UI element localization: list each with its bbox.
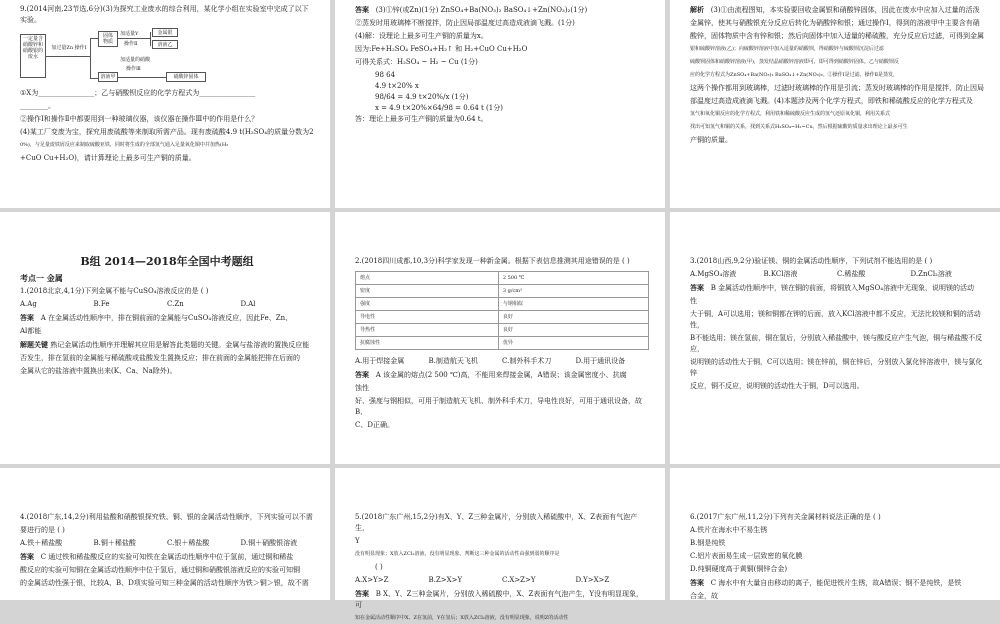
question-text: 6.(2017广东广州,11,2分)下列有关金属材料说法正确的是 ( ) xyxy=(690,513,881,521)
diagram-zinc-box: 硝酸锌固体 xyxy=(166,72,206,82)
question-text-d: ( ) xyxy=(375,563,383,571)
answer-line-4: B不能选用；镁在氢前，铜在氢后，分别放入稀盐酸中，镁与酸反应产生气泡，铜与稀盐酸不反应， xyxy=(690,334,983,353)
analysis-line-6: 应的化学方程式为ZnSO₄+Ba(NO₃)₂ BaSO₄↓+Zn(NO₃)₂。②操作Ⅰ是过滤，操作Ⅱ是蒸发， xyxy=(690,72,899,78)
option-b: B.KCl溶液 xyxy=(763,270,798,278)
diagram-cryst: 操作Ⅲ xyxy=(126,66,141,72)
answer-line-2: 性 xyxy=(690,297,697,305)
option-d: D.用于通讯设备 xyxy=(575,357,626,365)
option-a: A.MgSO₄溶液 xyxy=(690,270,737,278)
answer-line-3: (4)解：设理论上最多可生产铜的质量为x。 xyxy=(355,32,488,40)
diagram-solid-box: 固体 物质 xyxy=(98,31,118,47)
options xyxy=(20,538,314,549)
sub-question-4b: 0%)，与足量废铁屑反应来制取硫酸亚铁，同时将生成的全部氢气通入足量氧化铜中并加热(H₂ xyxy=(20,142,229,148)
options xyxy=(690,269,984,280)
question-text: 1.(2018北京,4,1分)下列金属不能与CuSO₄溶液反应的是 ( ) xyxy=(20,287,209,295)
group-heading: B组 2014—2018年全国中考题组 xyxy=(80,255,254,268)
diagram-op1: 加过量Zn 操作Ⅰ xyxy=(51,45,87,51)
analysis-line-7: 这两个操作都用到玻璃棒，过滤时玻璃棒的作用是引流；蒸发时玻璃棒的作用是搅拌，防止因局 xyxy=(690,84,984,92)
analysis-line-5: 硫酸钡固体和硝酸锌溶液(甲)，蒸发结晶硝酸锌溶液即可，即可得到硝酸锌固体。乙与硝酸钡反 xyxy=(690,59,899,65)
question-text: 4.(2018广东,14,2分)利用盐酸和硝酸银探究铁、铜、银的金属活动性顺序，下列实验可以不需 xyxy=(20,513,313,521)
option-d: D.纯铜硬度高于黄铜(铜锌合金) xyxy=(690,565,788,573)
answer-label: 答案 xyxy=(20,313,34,322)
kp-heading: 考点一 金属 xyxy=(20,273,63,283)
pane-q4 xyxy=(0,468,330,600)
answer-line-2: 蚀性 xyxy=(355,384,369,392)
diagram-liquid-box: 溶液甲 xyxy=(98,72,118,82)
diagram-solB-box: 溶液乙 xyxy=(152,40,178,49)
table-row: 强度 与钢相似 xyxy=(356,298,649,311)
option-a: A.Ag xyxy=(20,300,37,308)
answer-line-2: 酸反应的实验可知铜在金属活动性顺序中位于氢后，通过铜和硝酸银溶液反应的实验可知铜 xyxy=(20,566,300,574)
question-text: 3.(2018山西,9,2分)验证镁、铜的金属活动性顺序，下列试剂不能选用的是 ( ) xyxy=(690,257,933,265)
answer-line-5: 说明镁的活动性大于铜，C可以选用；镁在锌前，铜在锌后，分别放入氯化锌溶液中，镁与氯化锌 xyxy=(690,358,983,377)
key-label: 解题关键 xyxy=(20,340,48,349)
answer-line-1: 答案 (3)①锌(或Zn)(1分) ZnSO₄+Ba(NO₃)₂ BaSO₄↓+Zn(NO₃)₂(1分) xyxy=(355,5,588,14)
option-a: A.X>Y>Z xyxy=(355,576,389,584)
flow-diagram xyxy=(20,28,210,84)
answer-line-2: 合金，故 xyxy=(690,592,718,600)
question-text: 9.(2014河南,23节选,6分)(3)为探究工业废水的综合利用，某化学小组在实验室中完成了以下实验。 xyxy=(20,5,309,24)
sub-question-1b: ________。 xyxy=(20,102,55,110)
answer-label: 答案 xyxy=(355,589,369,598)
table-row: 密度 3 g/cm³ xyxy=(356,285,649,298)
answer-label: 答案 xyxy=(690,578,704,587)
key-line-1: 解题关键 熟记金属活动性顺序并理解其应用是解答此类题的关键。金属与盐溶液的置换反应能 xyxy=(20,340,310,349)
option-b: B.Z>X>Y xyxy=(428,576,463,584)
option-a: A.用于焊接金属 xyxy=(355,357,405,365)
option-d: D.ZnCl₂溶液 xyxy=(910,270,952,278)
option-d: D.铜＋硝酸银溶液 xyxy=(240,539,298,547)
calc-line-2: 4.9 t×20% x xyxy=(375,82,419,90)
answer-line-1: 答案 B X、Y、Z三种金属片，分别放入稀硫酸中，X、Z表面有气泡产生，Y没有明显现象，可 xyxy=(355,589,643,609)
answer-label: 答案 xyxy=(355,370,369,379)
answer-line-2: ②蒸发时用玻璃棒不断搅拌，防止因局部温度过高造成液滴飞溅。(1分) xyxy=(355,19,575,27)
analysis-line-4: 银和硫酸锌溶液(乙)；向硫酸锌溶液中加入适量的硝酸钡，得硝酸锌与硫酸钡沉淀后过滤 xyxy=(690,46,884,52)
option-c: C.稀盐酸 xyxy=(837,270,866,278)
table-row: 熔点 2 500 ℃ xyxy=(356,272,649,285)
diagram-op2: 操作Ⅱ xyxy=(124,41,138,47)
pane-q9-analysis xyxy=(670,0,1000,208)
question-text-b: 要进行的是 ( ) xyxy=(20,526,65,534)
sub-question-2: ②操作Ⅰ和操作Ⅱ中都要用到一种玻璃仪器，该仪器在操作Ⅲ中的作用是什么？ xyxy=(20,115,259,123)
calculation xyxy=(375,70,649,114)
answer-line-3: 的金属活动性强于银，比较A、B、D项实验可知三种金属的活动性顺序为铁＞铜＞银，故不需 xyxy=(20,579,309,587)
pane-q5 xyxy=(335,468,665,621)
sub-question-4c: +CuO Cu+H₂O)，请计算理论上最多可生产铜的质量。 xyxy=(20,154,196,162)
answer-label: 答案 xyxy=(690,283,704,292)
diagram-addY: 加适量Y xyxy=(120,31,139,37)
diagram-waste-box: 一定量含硝酸锌和硝酸银的废水 xyxy=(20,34,46,78)
answer-line-1: 答案 A 该金属的熔点(2 500 ℃)高，不能用来焊接金属，A错误；该金属密度小、抗腐 xyxy=(355,370,627,379)
option-b: B.制造航天飞机 xyxy=(428,357,478,365)
question-text-c: 没有明显现象；X放入ZCl₂溶液，没有明显现象。判断这三种金属的活动性由强到弱的顺序是 xyxy=(355,551,560,557)
key-line-2: 否发生，排在氢前的金属能与稀硫酸或盐酸发生置换反应；排在前面的金属能把排在后面的 xyxy=(20,354,300,362)
sub-question-4: (4)某工厂变废为宝，探究用废硫酸等来制取所需产品。现有废硫酸4.9 t(H₂SO₄的质量分数为2 xyxy=(20,128,314,136)
question-text-b: Y xyxy=(355,537,360,545)
analysis-label: 解析 xyxy=(690,5,704,14)
options xyxy=(355,575,649,586)
answer-label: 答案 xyxy=(355,5,369,14)
options xyxy=(20,299,314,310)
table-row: 导电性 良好 xyxy=(356,311,649,324)
analysis-line-1: 解析 (3)①由流程图知，本实验要回收金属银和硝酸锌固体，因此在废水中应加入过量的活泼 xyxy=(690,5,980,14)
question-text: 2.(2018四川成都,10,3分)科学家发现一种新金属。根据下表信息推测其用途错误的是 ( ) xyxy=(355,257,630,265)
pane-q3 xyxy=(670,212,1000,464)
answer-line: 答案 A 在金属活动性顺序中，排在铜前面的金属能与CuSO₄溶液反应，因此Fe、Zn、 xyxy=(20,313,293,322)
analysis-line-2: 金属锌，使其与硝酸银充分反应后转化为硝酸锌和银；通过操作Ⅰ，得到的溶液甲中主要含有硝 xyxy=(690,19,980,27)
answer-label: 答案 xyxy=(20,552,34,561)
sub-question-1: ①X为________________；乙与硝酸钡反应的化学方程式为________________ xyxy=(20,89,256,97)
pane-group-b xyxy=(0,212,330,464)
table-row: 导热性 良好 xyxy=(356,324,649,337)
option-b: B.钢是纯铁 xyxy=(690,539,726,547)
option-d: D.Al xyxy=(240,300,256,308)
pane-q9-answer xyxy=(335,0,665,208)
property-table xyxy=(355,271,649,350)
answer-line-2: 知在金属活动性顺序中X、Z在氢前，Y在氢后；X放入ZCl₂溶液，没有明显现象，说明Z的活动性 xyxy=(355,615,569,621)
answer-line-1: 答案 B 金属活动性顺序中，镁在铜的前面，将铜放入MgSO₄溶液中无现象，说明镁的活动 xyxy=(690,283,975,292)
answer-line-b: Al都能 xyxy=(20,327,42,335)
analysis-line-8: 部温度过高造成液滴飞溅。(4)本题涉及两个化学方程式，即铁和稀硫酸反应的化学方程式及 xyxy=(690,97,973,105)
option-b: B.铜＋稀盐酸 xyxy=(93,539,136,547)
option-a: A.铁＋稀盐酸 xyxy=(20,539,63,547)
option-c: C.铝片表面易生成一层致密的氧化膜 xyxy=(690,552,803,560)
key-line-3: 金属从它的盐溶液中置换出来(K、Ca、Na除外)。 xyxy=(20,367,177,375)
answer-line-1: 答案 C 海水中有大量自由移动的离子，能促进铁片生锈，故A错误；钢不是纯铁，是铁 xyxy=(690,578,962,587)
answer-line-5: 可得关系式：H₂SO₄ ~ H₂ ~ Cu (1分) xyxy=(355,58,478,66)
analysis-line-11: 产铜的质量。 xyxy=(690,136,732,144)
diagram-addAcid: 加适量的硝酸 xyxy=(120,57,151,63)
answer-line-4: 因为:Fe+H₂SO₄ FeSO₄+H₂↑ 和 H₂+CuO Cu+H₂O xyxy=(355,45,528,53)
answer-line-1: 答案 C 通过铁和稀盐酸反应的实验可知铁在金属活动性顺序中位于氢前，通过铜和稀盐 xyxy=(20,552,294,561)
options xyxy=(355,356,649,367)
answer-line-6: 反应，铜不反应，说明镁的活动性大于铜，D可以选用。 xyxy=(690,382,864,390)
pane-q9-question xyxy=(0,0,330,208)
option-c: C.X>Z>Y xyxy=(502,576,536,584)
analysis-line-3: 酸锌，固体物质中含有锌和银；然后向固体中加入适量的稀硫酸，充分反应后过滤，可得到金属 xyxy=(690,32,984,40)
option-c: C.银＋稀盐酸 xyxy=(167,539,210,547)
option-c: C.Zn xyxy=(167,300,184,308)
calc-line-1: 98 64 xyxy=(375,71,396,79)
analysis-line-10: 找出可知氢气和铜的关系，找到关系式H₂SO₄~H₂~Cu，然后根据硫酸的质量求出理论上最多可生 xyxy=(690,124,908,130)
answer-line-3: 大于铜，A可以选用；镁和铜都在钾的后面，放入KCl溶液中都不反应，无法比较镁和铜的活动性， xyxy=(690,310,981,329)
answer-line-6: 答：理论上最多可生产铜的质量为0.64 t。 xyxy=(355,115,488,123)
answer-line-3: 好、强度与钢相似，可用于制造航天飞机、制外科手术刀，导电性良好，可用于通讯设备，故B、 xyxy=(355,397,642,416)
analysis-line-9: 氢气和氧化铜反应的化学方程式，利用铁和稀硫酸反应生成的氢气还原氧化铜，利用关系式 xyxy=(690,111,891,117)
calc-line-4: x = 4.9 t×20%×64/98 = 0.64 t (1分) xyxy=(375,104,503,112)
option-c: C.制外科手术刀 xyxy=(502,357,552,365)
table-row: 抗腐蚀性 优异 xyxy=(356,337,649,350)
diagram-metal-box: 金属银 xyxy=(152,28,178,37)
pane-q2 xyxy=(335,212,665,464)
option-d: D.Y>X>Z xyxy=(575,576,610,584)
calc-line-3: 98/64 = 4.9 t×20%/x (1分) xyxy=(375,93,469,101)
pane-q6 xyxy=(670,468,1000,600)
option-a: A.铁片在海水中不易生锈 xyxy=(690,526,768,534)
option-b: B.Fe xyxy=(93,300,110,308)
question-text: 5.(2018广东广州,15,2分)有X、Y、Z三种金属片，分别放入稀硫酸中，X、Z表面有气泡产生， xyxy=(355,513,638,532)
answer-line-4: C、D正确。 xyxy=(355,421,394,429)
